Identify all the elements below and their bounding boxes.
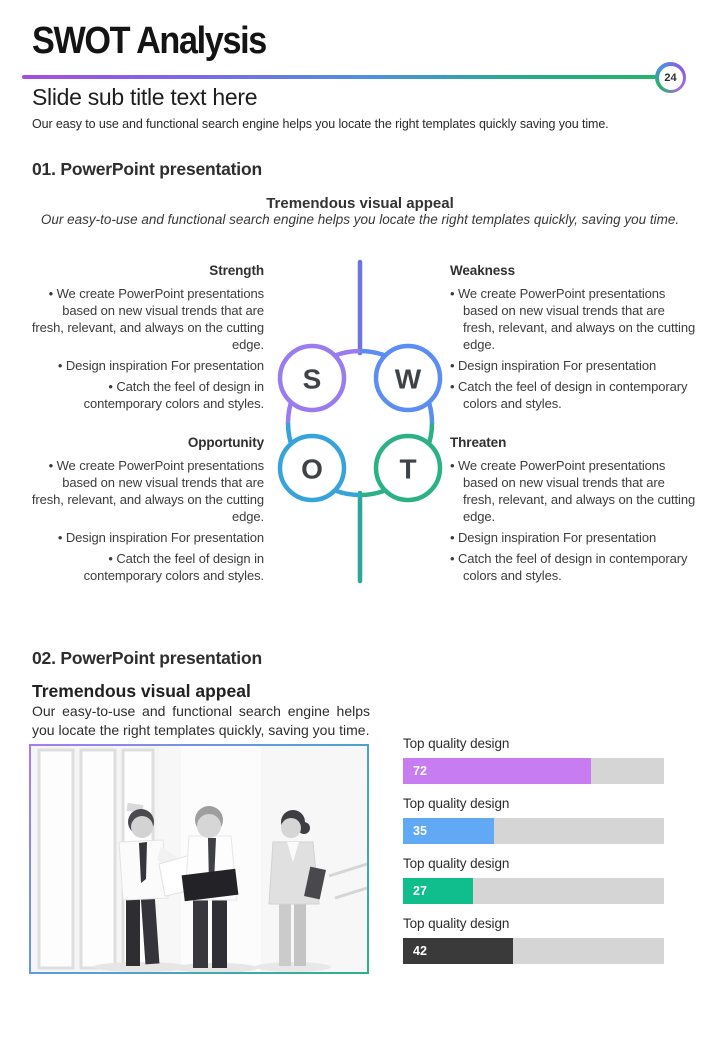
slide-subtitle: Slide sub title text here (32, 84, 258, 110)
bar-group (403, 796, 664, 844)
bar-track (403, 818, 664, 844)
strength-bullet: • We create PowerPoint presentations based on new visual trends that are fresh, relevant, and always on the cutting edge. (28, 285, 264, 353)
office-team-illustration (31, 746, 367, 972)
bar-label: Top quality design (403, 916, 510, 931)
threaten-title: Threaten (450, 435, 507, 450)
weakness-block (450, 262, 698, 416)
bar-value: 72 (413, 764, 427, 778)
office-team-photo (29, 744, 369, 974)
threaten-block (450, 434, 698, 588)
bar-value: 27 (413, 884, 427, 898)
threaten-bullet: • Catch the feel of design in contemporary colors and styles. (450, 550, 698, 584)
page-title: SWOT Analysis (32, 20, 266, 62)
bar-group (403, 856, 664, 904)
opportunity-title: Opportunity (187, 435, 264, 450)
opportunity-bullet: • Design inspiration For presentation (28, 529, 264, 546)
strength-letter: S (302, 363, 322, 395)
gradient-divider-line (22, 75, 659, 79)
bar-value: 35 (413, 824, 427, 838)
slide-caption: Our easy to use and functional search engine helps you locate the right templates quickly saving you time. (32, 117, 609, 131)
strength-bullet: • Catch the feel of design in contemporary colors and styles. (28, 378, 264, 412)
bar-group (403, 736, 664, 784)
threaten-bullet: • We create PowerPoint presentations based on new visual trends that are fresh, relevant, and always on the cutting edge. (450, 457, 698, 525)
section2-subheading: Tremendous visual appeal (32, 681, 251, 701)
section1-heading: 01. PowerPoint presentation (32, 159, 262, 179)
opportunity-letter: O (301, 453, 323, 485)
page-number: 24 (659, 66, 683, 90)
bar-track (403, 878, 664, 904)
weakness-bullet: • Catch the feel of design in contemporary colors and styles. (450, 378, 698, 412)
strength-bullet: • Design inspiration For presentation (28, 357, 264, 374)
bar-label: Top quality design (403, 796, 510, 811)
strength-block (28, 262, 264, 416)
bar-track (403, 938, 664, 964)
bar-fill (403, 758, 591, 784)
bar-value: 42 (413, 944, 427, 958)
bar-fill (403, 938, 513, 964)
weakness-bullet: • Design inspiration For presentation (450, 357, 698, 374)
bar-label: Top quality design (403, 736, 510, 751)
section1-center-caption: Our easy-to-use and functional search engine helps you locate the right templates quickly, saving you time. (40, 212, 680, 227)
bar-fill (403, 818, 494, 844)
quality-bar-chart (403, 736, 664, 976)
threaten-bullet: • Design inspiration For presentation (450, 529, 698, 546)
section2-paragraph: Our easy-to-use and functional search engine helps you locate the right templates quickly, saving you time. (32, 703, 370, 738)
bar-track (403, 758, 664, 784)
opportunity-block (28, 434, 264, 588)
weakness-title: Weakness (450, 263, 515, 278)
opportunity-bullet: • Catch the feel of design in contemporary colors and styles. (28, 550, 264, 584)
weakness-bullet: • We create PowerPoint presentations based on new visual trends that are fresh, relevant, and always on the cutting edge. (450, 285, 698, 353)
threaten-letter: T (399, 453, 417, 485)
bar-fill (403, 878, 473, 904)
strength-title: Strength (209, 263, 264, 278)
weakness-letter: W (394, 363, 422, 395)
page-number-badge (655, 62, 686, 93)
bar-group (403, 916, 664, 964)
bar-label: Top quality design (403, 856, 510, 871)
section2-heading: 02. PowerPoint presentation (32, 648, 262, 668)
opportunity-bullet: • We create PowerPoint presentations based on new visual trends that are fresh, relevant, and always on the cutting edge. (28, 457, 264, 525)
section1-center-title: Tremendous visual appeal (266, 195, 454, 212)
